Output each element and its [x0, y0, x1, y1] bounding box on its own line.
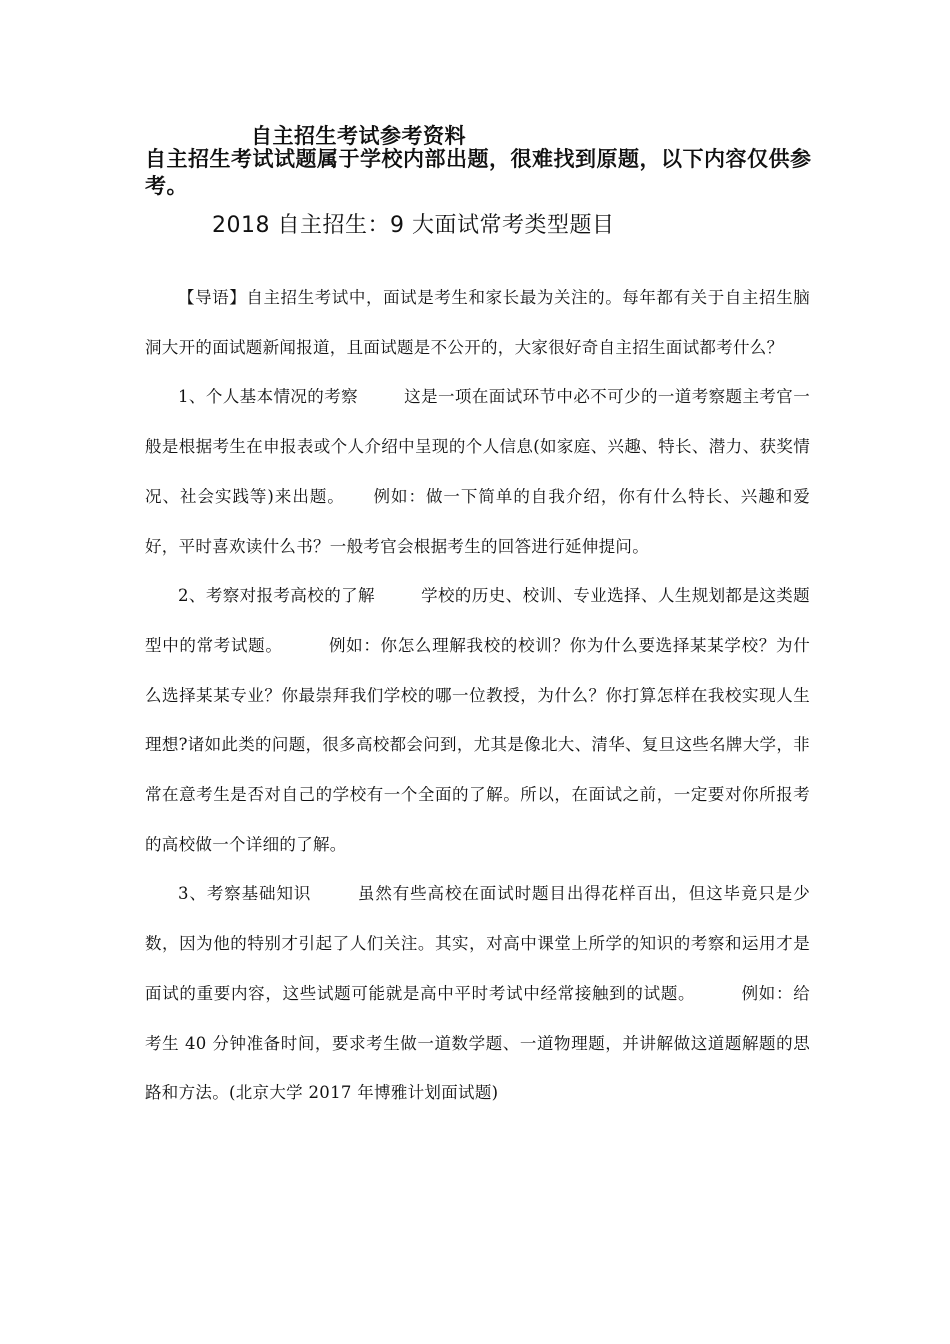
section-paragraph [145, 571, 810, 869]
section-example: 例如：你怎么理解我校的校训？你为什么要选择某某学校？为什么选择某某专业？你最崇拜我们学校的哪一位教授，为什么？你打算怎样在我校实现人生理想?诸如此类的问题，很多高校都会问到，尤其是像北大、清华、复旦这些名牌大学，非常在意考生是否对自己的学校有一个全面的了解。所以，在面试之前，一定要对你所报考的高校做一个详细的了解。 [145, 635, 810, 854]
section-paragraph [145, 869, 810, 1118]
section-text: 这是一项在面试环节中必不可少的一道考察题主考官一般是根据考生在申报表或个人介绍中呈现的个人信息(如家庭、兴趣、特长、潜力、获奖情况、社会实践等)来出题。 [145, 387, 810, 506]
section-text: 虽然有些高校在面试时题目出得花样百出，但这毕竟只是少数，因为他的特别才引起了人们关注。其实，对高中课堂上所学的知识的考察和运用才是面试的重要内容，这些试题可能就是高中平时考试中经常接触到的试题。 [145, 884, 810, 1003]
section-text: 学校的历史、校训、专业选择、人生规划都是这类题型中的常考试题。 [145, 586, 810, 655]
section-heading: 1、个人基本情况的考察 [178, 387, 359, 407]
section-heading: 2、考察对报考高校的了解 [178, 586, 375, 606]
section-example: 例如：给考生 40 分钟准备时间，要求考生做一道数学题、一道物理题，并讲解做这道题解题的思路和方法。(北京大学 2017 年博雅计划面试题) [145, 983, 810, 1103]
doc-title: 自主招生考试参考资料 [251, 124, 466, 148]
disclaimer: 自主招生考试试题属于学校内部出题，很难找到原题，以下内容仅供参考。 [145, 147, 812, 198]
article-title: 2018 自主招生：9 大面试常考类型题目 [212, 213, 615, 238]
section-paragraph [145, 372, 810, 571]
section-example: 例如：做一下简单的自我介绍，你有什么特长、兴趣和爱好，平时喜欢读什么书？一般考官会根据考生的回答进行延伸提问。 [145, 486, 810, 556]
section-heading: 3、考察基础知识 [178, 884, 312, 904]
intro-paragraph: 【导语】自主招生考试中，面试是考生和家长最为关注的。每年都有关于自主招生脑洞大开的面试题新闻报道，且面试题是不公开的，大家很好奇自主招生面试都考什么？ [145, 288, 810, 357]
article-body [145, 273, 810, 1118]
